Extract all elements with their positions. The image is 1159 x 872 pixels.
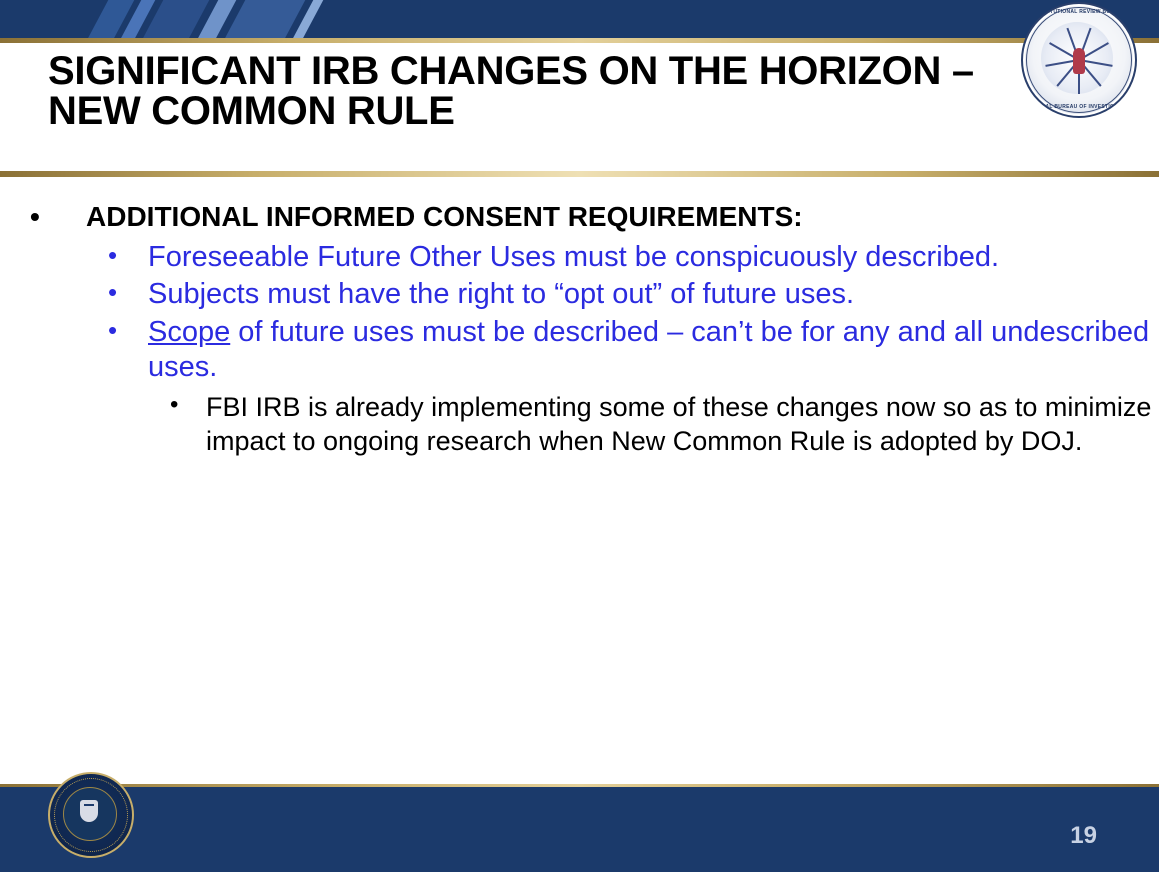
bullet-glyph: • xyxy=(108,277,118,308)
bullet-list-level-3 xyxy=(148,390,1159,459)
list-item-level-2-label: Subjects must have the right to “opt out” of future uses. xyxy=(148,278,855,311)
list-item-level-2-label: Foreseeable Future Other Uses must be conspicuously described. xyxy=(148,241,1000,273)
seal-bottom-text: FEDERAL BUREAU OF INVESTIGATION xyxy=(1027,104,1131,110)
list-item-level-2 xyxy=(86,315,1159,459)
bullet-list-level-2 xyxy=(86,240,1159,459)
bullet-glyph: • xyxy=(108,314,118,345)
list-item-level-1 xyxy=(0,199,1159,459)
seal-top-text: INSTITUTIONAL REVIEW BOARD xyxy=(1035,9,1123,15)
list-item-level-3 xyxy=(148,390,1159,459)
list-item-level-2 xyxy=(86,240,1159,275)
page-title: SIGNIFICANT IRB CHANGES ON THE HORIZON – NEW COMMON RULE xyxy=(48,49,974,133)
bullet-list-level-1 xyxy=(0,177,1159,459)
bullet-glyph: • xyxy=(108,240,118,270)
list-item-level-1-label: ADDITIONAL INFORMED CONSENT REQUIREMENTS: xyxy=(86,201,803,232)
slide-body xyxy=(0,177,1159,787)
seal-center-figure xyxy=(1073,48,1085,74)
list-item-level-2-underlined-lead: Scope xyxy=(148,315,231,348)
header-band xyxy=(0,0,1159,38)
doj-fbi-seal-icon xyxy=(48,772,134,858)
page-number: 19 xyxy=(1070,822,1097,849)
footer-seal-scales xyxy=(84,804,94,806)
list-item-level-2-label: of future uses must be described – can’t be for any and all undescribed uses. xyxy=(148,315,1150,384)
bullet-glyph: • xyxy=(30,201,40,232)
irb-seal-icon xyxy=(1021,2,1137,118)
bullet-glyph: • xyxy=(170,390,179,418)
title-area xyxy=(0,43,1159,171)
list-item-level-3-label: FBI IRB is already implementing some of these changes now so as to minimize impact to ongoing research when New Common Rule is adopted by DOJ. xyxy=(206,391,1152,457)
footer-band xyxy=(0,787,1159,872)
list-item-level-2 xyxy=(86,277,1159,312)
